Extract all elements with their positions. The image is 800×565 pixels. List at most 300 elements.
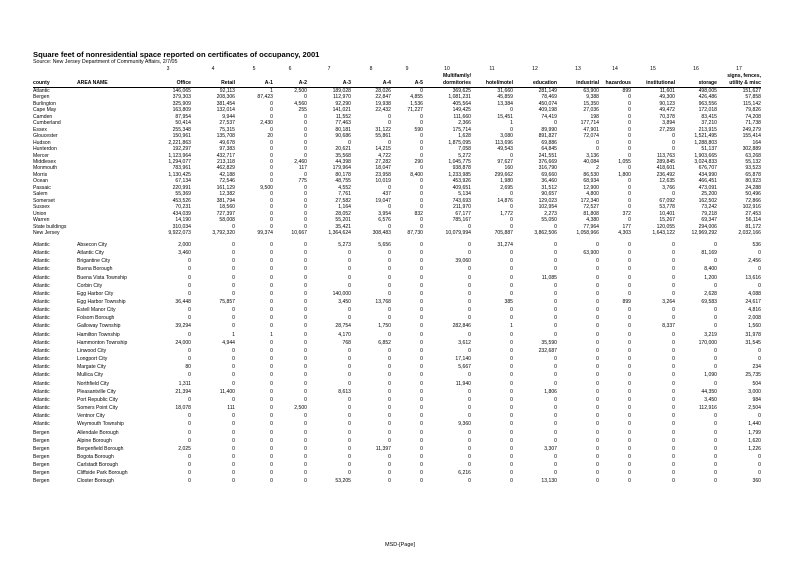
table-cell: A-2 <box>273 80 307 88</box>
table-cell: 0 <box>672 405 675 412</box>
table-cell: Middlesex <box>33 158 56 165</box>
report-sheet <box>33 50 761 486</box>
table-cell: 17,140 <box>455 356 471 363</box>
table-cell: 10,667 <box>291 229 307 236</box>
table-cell: 0 <box>714 315 717 322</box>
table-cell: 87,954 <box>175 113 191 120</box>
table-cell: 2,366 <box>458 120 471 127</box>
table-cell: 24,288 <box>745 184 761 191</box>
table-cell: 0 <box>596 307 599 314</box>
table-cell: 0 <box>270 356 273 363</box>
table-cell: 67,177 <box>455 210 471 217</box>
table-cell: Somers Point City <box>77 405 118 412</box>
table-cell: 0 <box>628 126 631 133</box>
table-cell: 58,008 <box>219 217 235 224</box>
table-cell: 0 <box>596 331 599 338</box>
table-cell: 0 <box>420 139 423 146</box>
table-cell: 0 <box>348 372 351 379</box>
table-cell: 310,034 <box>172 223 191 230</box>
table-cell: 179,964 <box>332 165 351 172</box>
table-cell: 53,778 <box>659 204 675 211</box>
table-cell: 0 <box>714 323 717 330</box>
table-cell: 14 <box>612 66 618 72</box>
table-cell: 42,188 <box>219 171 235 178</box>
table-cell: 0 <box>628 388 631 395</box>
table-cell: 0 <box>270 323 273 330</box>
table-cell: 0 <box>188 478 191 485</box>
table-cell: 1,233,985 <box>448 171 471 178</box>
table-cell: 15,350 <box>583 100 599 107</box>
table-cell: 504 <box>752 380 761 387</box>
table-cell: Atlantic <box>33 388 50 395</box>
table-cell: 281,149 <box>538 88 557 94</box>
table-cell: 0 <box>468 241 471 248</box>
table-cell: 0 <box>420 307 423 314</box>
table-cell: 2,000 <box>178 241 191 248</box>
table-cell: 0 <box>510 258 513 265</box>
table-cell: 0 <box>510 445 513 452</box>
table-cell: 189,028 <box>332 88 351 94</box>
table-cell: 0 <box>672 307 675 314</box>
column-number-row <box>33 66 761 73</box>
table-cell: 0 <box>304 146 307 153</box>
municipality-row <box>33 241 761 249</box>
table-cell: 0 <box>554 241 557 248</box>
table-cell: 0 <box>468 462 471 469</box>
table-cell: 0 <box>188 274 191 281</box>
table-cell: 0 <box>510 250 513 257</box>
table-cell: 0 <box>270 165 273 172</box>
table-cell: Ventnor City <box>77 413 105 420</box>
table-cell: 0 <box>554 413 557 420</box>
table-cell: 302,889 <box>742 146 761 153</box>
table-cell: 0 <box>270 372 273 379</box>
table-cell: 381,454 <box>216 100 235 107</box>
table-cell: Bergen <box>33 437 50 444</box>
table-cell: 1 <box>270 88 273 94</box>
blank-cell <box>77 66 145 73</box>
table-cell: 27,282 <box>375 158 391 165</box>
table-cell: 0 <box>596 323 599 330</box>
table-cell: Atlantic <box>33 307 50 314</box>
table-cell: Multifamily/ <box>442 73 471 79</box>
table-cell: 0 <box>304 339 307 346</box>
table-cell: 9,500 <box>260 184 273 191</box>
table-cell: 0 <box>596 266 599 273</box>
table-cell: 0 <box>388 184 391 191</box>
table-cell: 0 <box>554 364 557 371</box>
table-cell: 0 <box>420 405 423 412</box>
table-cell: 0 <box>628 165 631 172</box>
table-cell: Atlantic <box>33 380 50 387</box>
table-cell: Atlantic <box>33 347 50 354</box>
table-cell: 0 <box>232 364 235 371</box>
table-cell: 3,460 <box>178 250 191 257</box>
table-cell: 0 <box>596 258 599 265</box>
table-cell: Folsom Borough <box>77 315 115 322</box>
table-cell: 28,052 <box>335 210 351 217</box>
table-cell: 151,627 <box>742 88 761 94</box>
table-cell: 1 <box>270 331 273 338</box>
table-cell: 0 <box>672 380 675 387</box>
table-cell: 0 <box>596 139 599 146</box>
table-cell: 0 <box>672 146 675 153</box>
table-cell: State buildings <box>33 223 67 230</box>
table-cell: 0 <box>348 380 351 387</box>
table-cell: 0 <box>714 356 717 363</box>
table-cell: Bergenfield Borough <box>77 445 124 452</box>
table-cell: 2,008 <box>748 315 761 322</box>
table-cell: 177,714 <box>580 120 599 127</box>
table-cell: 0 <box>628 282 631 289</box>
table-cell: 0 <box>270 100 273 107</box>
table-cell <box>191 73 235 80</box>
table-cell: 0 <box>232 241 235 248</box>
table-cell: 0 <box>304 462 307 469</box>
table-cell: 0 <box>188 315 191 322</box>
table-cell: Hamilton Township <box>77 331 120 338</box>
table-cell: 0 <box>304 282 307 289</box>
table-cell: 49,678 <box>219 139 235 146</box>
table-cell: 0 <box>304 429 307 436</box>
table-cell: 0 <box>510 347 513 354</box>
table-cell: 0 <box>420 258 423 265</box>
table-cell: 0 <box>468 299 471 306</box>
table-cell: 0 <box>388 413 391 420</box>
table-cell: 0 <box>270 478 273 485</box>
table-cell: 77,964 <box>583 223 599 230</box>
table-cell: 48,755 <box>335 178 351 185</box>
table-cell: 0 <box>188 307 191 314</box>
table-cell: Cumberland <box>33 120 61 127</box>
table-cell: 0 <box>628 372 631 379</box>
table-cell: 0 <box>420 388 423 395</box>
table-cell: 0 <box>304 380 307 387</box>
table-cell: 0 <box>628 470 631 477</box>
table-cell: 1 <box>232 331 235 338</box>
table-cell: 2,025 <box>178 445 191 452</box>
table-cell: 12,635 <box>659 178 675 185</box>
table-cell: 0 <box>232 266 235 273</box>
table-cell: 0 <box>348 356 351 363</box>
table-cell: 0 <box>758 453 761 460</box>
table-cell: 18,047 <box>375 165 391 172</box>
table-cell: 434,039 <box>172 210 191 217</box>
table-cell: Atlantic <box>33 364 50 371</box>
table-cell: 4,944 <box>222 339 235 346</box>
table-cell: 0 <box>388 388 391 395</box>
table-cell: 0 <box>672 250 675 257</box>
table-cell: 1,875,095 <box>448 139 471 146</box>
table-cell <box>471 73 513 80</box>
table-cell: 14,190 <box>175 217 191 224</box>
table-cell: Atlantic <box>33 241 50 248</box>
table-cell: 385 <box>504 299 513 306</box>
table-cell: 0 <box>758 413 761 420</box>
table-cell: 0 <box>628 396 631 403</box>
table-cell: 14,215 <box>375 146 391 153</box>
table-cell: 1,536 <box>410 100 423 107</box>
table-cell: 0 <box>232 282 235 289</box>
table-cell: 37,210 <box>701 120 717 127</box>
table-cell: 0 <box>672 290 675 297</box>
table-cell: 0 <box>420 165 423 172</box>
table-cell <box>513 73 557 80</box>
table-cell: 0 <box>388 453 391 460</box>
table-cell: 6,852 <box>378 339 391 346</box>
table-cell: 93,523 <box>745 165 761 172</box>
municipality-row <box>33 249 761 257</box>
table-cell: 0 <box>468 250 471 257</box>
table-cell: 11,601 <box>659 88 675 94</box>
table-cell: 0 <box>348 429 351 436</box>
table-cell: Port Republic City <box>77 396 118 403</box>
table-cell: 0 <box>554 266 557 273</box>
table-cell: 19,938 <box>375 100 391 107</box>
table-cell: industrial <box>557 80 599 88</box>
table-cell: 31,978 <box>745 331 761 338</box>
table-cell: 0 <box>420 331 423 338</box>
table-cell: 0 <box>420 299 423 306</box>
table-cell: 7 <box>327 66 331 72</box>
table-cell: 0 <box>714 421 717 428</box>
table-cell: 0 <box>388 347 391 354</box>
table-cell: 31,545 <box>745 339 761 346</box>
municipality-row <box>33 355 761 363</box>
table-cell: 0 <box>270 217 273 224</box>
table-cell: Buena Vista Township <box>77 274 127 281</box>
table-cell: 74,208 <box>745 113 761 120</box>
table-cell: Warren <box>33 217 50 224</box>
table-cell: 0 <box>188 266 191 273</box>
table-cell: 0 <box>420 429 423 436</box>
table-cell: 0 <box>420 120 423 127</box>
table-cell: 4 <box>211 66 215 72</box>
table-cell: 0 <box>714 429 717 436</box>
table-cell: 155,414 <box>742 133 761 140</box>
table-cell: 0 <box>270 347 273 354</box>
table-cell: 7,058 <box>458 146 471 153</box>
table-cell: 432,717 <box>216 152 235 159</box>
table-cell: Cape May <box>33 107 57 114</box>
table-cell <box>77 88 145 95</box>
table-cell: Atlantic <box>33 421 50 428</box>
table-cell: 0 <box>596 347 599 354</box>
table-cell: 0 <box>270 470 273 477</box>
table-cell: 294,006 <box>698 223 717 230</box>
table-cell: 0 <box>554 307 557 314</box>
table-cell: 1,200 <box>704 274 717 281</box>
municipality-row <box>33 388 761 396</box>
table-cell: 0 <box>304 274 307 281</box>
table-cell: 727,397 <box>216 210 235 217</box>
table-cell: 28,026 <box>375 88 391 94</box>
table-cell: 0 <box>304 120 307 127</box>
table-cell: 0 <box>510 290 513 297</box>
table-cell: 23,958 <box>375 171 391 178</box>
table-cell: 0 <box>628 184 631 191</box>
table-cell: 20,621 <box>335 146 351 153</box>
table-cell: 1,440 <box>748 421 761 428</box>
table-cell: 56,114 <box>745 217 761 224</box>
table-cell: 0 <box>420 217 423 224</box>
table-cell: 55,132 <box>745 158 761 165</box>
table-cell: 4,560 <box>294 100 307 107</box>
header-row-top <box>33 73 761 80</box>
table-cell: 0 <box>420 478 423 485</box>
municipality-row <box>33 257 761 265</box>
table-cell: 36,460 <box>541 178 557 185</box>
table-cell: 0 <box>672 470 675 477</box>
table-cell: 15 <box>650 66 656 72</box>
table-cell: Bergen <box>33 462 50 469</box>
table-cell: 55,050 <box>541 217 557 224</box>
table-cell: 0 <box>554 462 557 469</box>
table-cell: Bogota Borough <box>77 453 114 460</box>
table-cell: 0 <box>232 372 235 379</box>
table-cell: 0 <box>628 139 631 146</box>
table-cell: 0 <box>304 478 307 485</box>
table-cell: Atlantic <box>33 356 50 363</box>
table-cell: 1,980 <box>500 178 513 185</box>
table-cell: 0 <box>714 364 717 371</box>
table-cell: 9,388 <box>586 94 599 101</box>
table-cell: 0 <box>270 204 273 211</box>
table-cell: Pleasantville City <box>77 388 116 395</box>
table-cell: 2,032,166 <box>738 229 761 236</box>
table-cell: 0 <box>304 258 307 265</box>
table-cell: 0 <box>510 388 513 395</box>
table-cell: 81,808 <box>583 210 599 217</box>
table-cell: 0 <box>270 437 273 444</box>
table-cell: 0 <box>348 347 351 354</box>
table-cell: 0 <box>304 217 307 224</box>
table-cell: 0 <box>714 241 717 248</box>
table-cell: A-3 <box>307 80 351 88</box>
table-cell: 177 <box>622 223 631 230</box>
table-cell: county <box>33 80 77 88</box>
municipality-row <box>33 306 761 314</box>
table-cell: 39,294 <box>175 323 191 330</box>
table-cell: 3,264 <box>662 299 675 306</box>
table-cell: 0 <box>420 315 423 322</box>
table-cell: 0 <box>596 470 599 477</box>
table-cell: 0 <box>270 191 273 198</box>
table-cell: 0 <box>672 462 675 469</box>
table-cell: 18,560 <box>219 204 235 211</box>
table-cell: 0 <box>304 94 307 101</box>
table-cell: 69,347 <box>701 217 717 224</box>
table-cell: 0 <box>672 191 675 198</box>
table-cell: 0 <box>188 282 191 289</box>
table-cell: 0 <box>672 356 675 363</box>
table-cell: 325,909 <box>172 100 191 107</box>
table-cell: 9,922,073 <box>168 229 191 236</box>
table-cell: 0 <box>672 453 675 460</box>
table-cell: Camden <box>33 113 53 120</box>
table-cell: 1,045,775 <box>448 158 471 165</box>
table-cell: 0 <box>758 282 761 289</box>
table-cell: 0 <box>714 453 717 460</box>
table-cell: 77,463 <box>335 120 351 127</box>
table-cell: 4,722 <box>378 152 391 159</box>
table-cell: 0 <box>758 266 761 273</box>
table-cell: 80 <box>185 364 191 371</box>
table-cell: 0 <box>304 113 307 120</box>
table-cell: 0 <box>270 299 273 306</box>
table-cell: 117 <box>298 165 307 172</box>
table-cell: 0 <box>188 396 191 403</box>
table-cell: 172,018 <box>698 107 717 114</box>
table-cell: 146,065 <box>172 88 191 94</box>
table-cell: 92,290 <box>335 100 351 107</box>
table-cell: Atlantic <box>33 299 50 306</box>
table-cell: 9 <box>405 66 409 72</box>
municipality-row <box>33 274 761 282</box>
table-cell: 0 <box>468 437 471 444</box>
table-cell: 0 <box>388 258 391 265</box>
table-cell: 14,876 <box>497 197 513 204</box>
table-cell: 0 <box>510 152 513 159</box>
table-cell: 36,448 <box>175 299 191 306</box>
table-cell: A-1 <box>235 80 273 88</box>
table-cell: 0 <box>554 331 557 338</box>
table-cell: 0 <box>270 113 273 120</box>
table-cell: 0 <box>348 282 351 289</box>
table-cell <box>307 73 351 80</box>
table-cell: 1,164 <box>338 204 351 211</box>
table-cell <box>235 73 273 80</box>
table-cell: 97,627 <box>497 158 513 165</box>
table-cell: 164 <box>752 139 761 146</box>
table-cell: 47,901 <box>583 126 599 133</box>
table-cell: 0 <box>270 413 273 420</box>
table-cell: 0 <box>420 204 423 211</box>
table-cell: 0 <box>628 274 631 281</box>
table-cell: 0 <box>270 388 273 395</box>
table-cell: 31,274 <box>497 241 513 248</box>
table-cell: 102,954 <box>538 204 557 211</box>
table-cell: 1,560 <box>748 323 761 330</box>
table-cell: 70,231 <box>175 204 191 211</box>
table-cell: 0 <box>510 282 513 289</box>
table-cell: 69,886 <box>541 139 557 146</box>
table-cell: Atlantic <box>33 331 50 338</box>
table-cell: Atlantic <box>33 266 50 273</box>
table-cell: A-5 <box>391 80 423 88</box>
table-cell: 0 <box>596 388 599 395</box>
table-cell: 1,081,231 <box>448 94 471 101</box>
table-cell: 0 <box>628 380 631 387</box>
table-cell: 0 <box>188 258 191 265</box>
table-cell: hazardous <box>599 80 631 88</box>
table-cell: 0 <box>420 113 423 120</box>
table-cell: 0 <box>554 250 557 257</box>
table-cell: 0 <box>672 266 675 273</box>
table-cell: 24,617 <box>745 299 761 306</box>
table-cell: 0 <box>420 88 423 94</box>
table-cell <box>599 73 631 80</box>
table-cell: 3,894 <box>662 120 675 127</box>
table-cell: 0 <box>270 462 273 469</box>
table-cell: Allendale Borough <box>77 429 119 436</box>
table-cell: 72,074 <box>583 133 599 140</box>
table-cell: 0 <box>348 445 351 452</box>
table-cell: Atlantic <box>33 282 50 289</box>
table-cell: 0 <box>468 331 471 338</box>
table-cell: 0 <box>628 113 631 120</box>
table-cell <box>33 73 77 80</box>
